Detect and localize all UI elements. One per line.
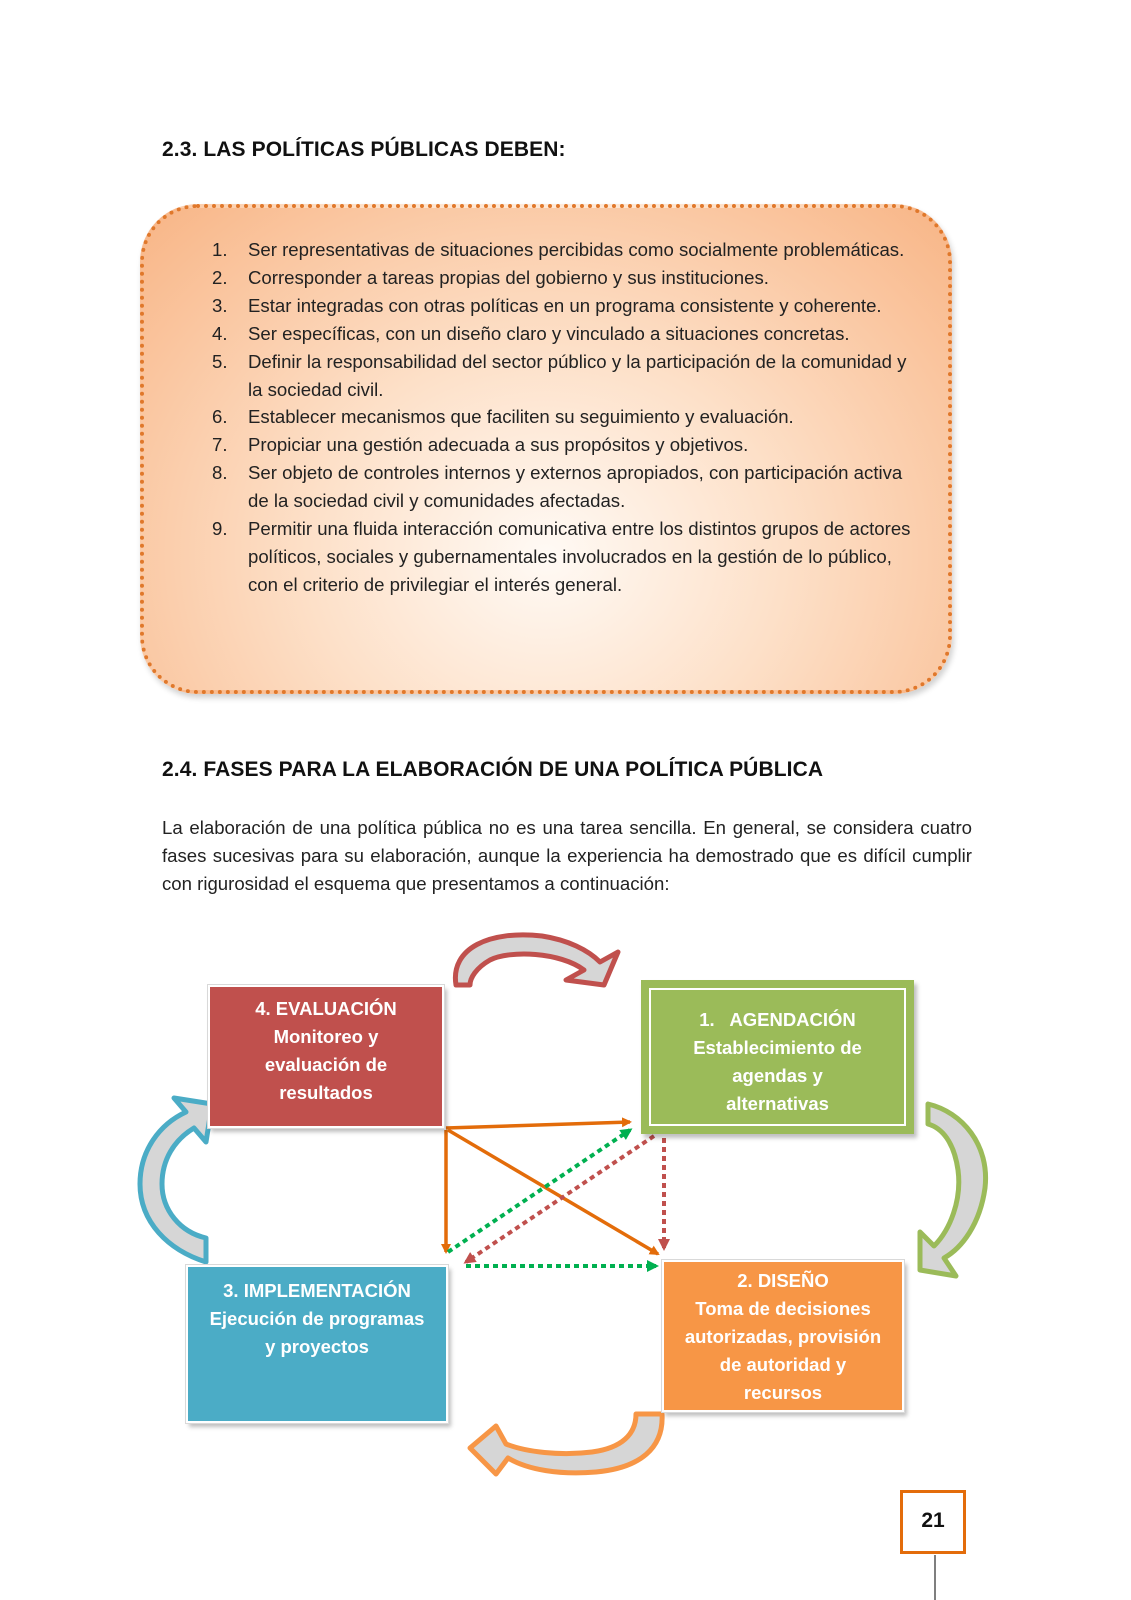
phase-line: agendas y [732,1065,823,1086]
arrow-eval-to-agenda [446,1122,630,1128]
list-item-number: 8. [212,462,228,484]
dotted-arrow-impl-to-agenda [448,1130,630,1252]
phase-box-evaluacion [208,985,444,1128]
phase-line: Ejecución de programas [209,1308,425,1329]
list-item-text: Ser específicas, con un diseño claro y vinculado a situaciones concretas. [248,322,850,344]
list-item-number: 5. [212,350,228,372]
phase-line: Toma de decisiones [695,1298,871,1319]
list-item-text: Definir la responsabilidad del sector público y la participación de la comunidad y la sociedad civil. [248,350,907,400]
arrow-eval-to-diseno [448,1130,658,1254]
phase-title: 4. EVALUACIÓN [255,998,397,1019]
list-item-text: Permitir una fluida interacción comunicativa entre los distintos grupos de actores políticos, sociales y gubernamentales involucrados en la gestión de lo público, con el criterio de privilegiar el interés general. [248,518,911,595]
curved-arrow-bottom [470,1414,662,1474]
list-item-number: 7. [212,434,228,456]
curved-arrow-top [455,935,618,985]
list-item-text: Ser representativas de situaciones percibidas como socialmente problemáticas. [248,239,905,260]
intro-paragraph: La elaboración de una política pública no es una tarea sencilla. En general, se considera cuatro fases sucesivas para su elaboración, aunque la experiencia ha demostrado que es difícil cumplir con rigurosidad el esquema que presentamos a continuación: [162,817,972,894]
page-number: 21 [900,1490,966,1554]
phase-line: Monitoreo y [273,1026,379,1047]
page-number-connector-line [934,1555,936,1600]
list-item-number: 6. [212,406,228,428]
phase-box-agendacion [641,980,914,1134]
phase-title: 2. DISEÑO [737,1270,829,1291]
section-heading-2-4: 2.4. FASES PARA LA ELABORACIÓN DE UNA POLÍTICA PÚBLICA [162,758,824,781]
phase-line: de autoridad y [719,1354,847,1375]
list-item-text: Propiciar una gestión adecuada a sus propósitos y objetivos. [248,434,749,456]
phase-line: autorizadas, provisión [684,1326,882,1347]
curved-arrow-left [140,1098,212,1262]
dotted-arrow-agenda-to-impl [466,1136,654,1262]
phase-line: recursos [743,1382,823,1403]
phase-box-implementacion [186,1265,448,1423]
list-item-text: Ser objeto de controles internos y externos apropiados, con participación activa de la sociedad civil y comunidades afectadas. [248,462,903,512]
phase-line: alternativas [726,1093,829,1114]
list-item-text: Corresponder a tareas propias del gobierno y sus instituciones. [248,266,769,288]
phase-box-diseno [662,1260,904,1412]
list-item-text: Establecer mecanismos que faciliten su seguimiento y evaluación. [248,406,794,428]
list-item-text: Estar integradas con otras políticas en un programa consistente y coherente. [248,294,882,316]
phase-title: 3. IMPLEMENTACIÓN [223,1280,411,1301]
curved-arrow-right [920,1104,986,1276]
phase-line: y proyectos [265,1336,369,1357]
list-item-number: 4. [212,322,228,344]
phase-line: resultados [279,1082,373,1103]
list-item-number: 1. [212,239,228,260]
section-heading-2-3: 2.3. LAS POLÍTICAS PÚBLICAS DEBEN: [162,138,566,161]
phase-title: 1. AGENDACIÓN [699,1009,856,1030]
phase-line: Establecimiento de [693,1037,862,1058]
phase-line: evaluación de [264,1054,388,1075]
list-item-number: 9. [212,518,228,540]
list-item-number: 3. [212,294,228,316]
list-item-number: 2. [212,266,228,288]
